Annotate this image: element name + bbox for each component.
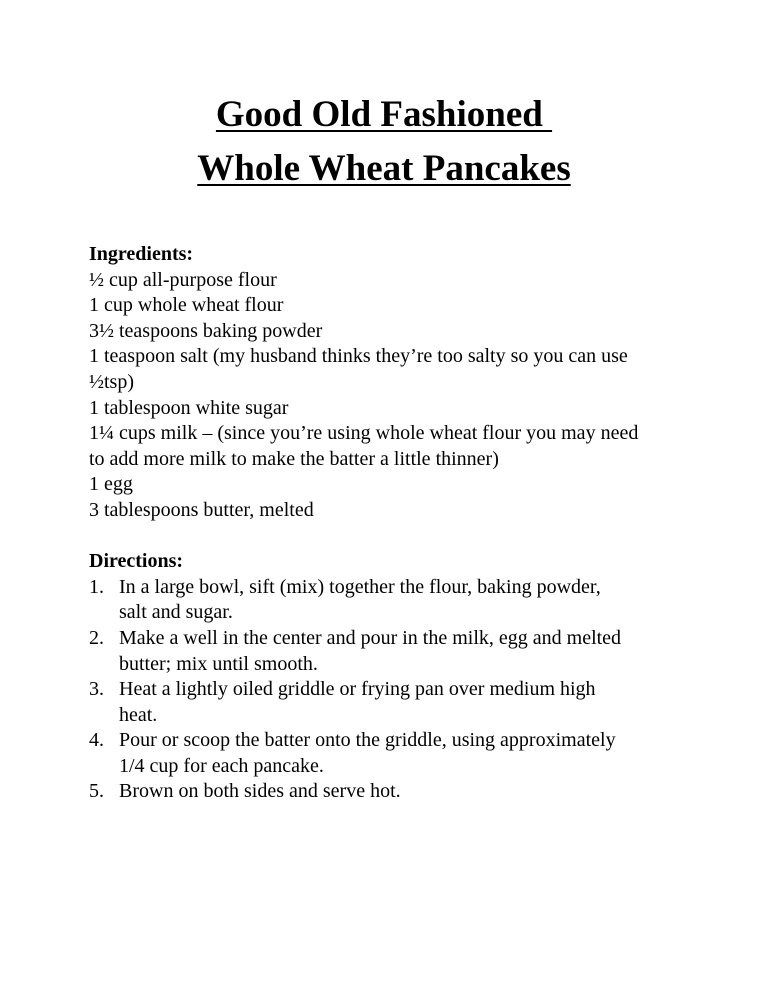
step-line: butter; mix until smooth.: [119, 652, 318, 675]
step-number: 2.: [89, 626, 104, 649]
section-spacer: [89, 524, 709, 550]
ingredients-heading: Ingredients:: [89, 243, 194, 265]
ingredient-list: [89, 268, 709, 524]
step-line: Pour or scoop the batter onto the griddle, using approximately: [119, 729, 616, 752]
recipe-body: [89, 242, 709, 805]
direction-step: [89, 728, 709, 779]
step-line: 1/4 cup for each pancake.: [119, 754, 324, 777]
ingredient-item: 1 tablespoon white sugar: [89, 396, 289, 419]
ingredient-line: ½tsp): [89, 370, 134, 393]
ingredient-item: ½ cup all-purpose flour: [89, 268, 277, 291]
direction-step: [89, 677, 709, 728]
step-line: heat.: [119, 703, 158, 726]
title-line-1: Good Old Fashioned: [215, 94, 553, 135]
ingredient-line: 1¼ cups milk – (since you’re using whole wheat flour you may need: [89, 422, 639, 445]
directions-heading: Directions:: [89, 550, 184, 573]
step-number: 3.: [89, 678, 104, 701]
step-line: Make a well in the center and pour in the milk, egg and melted: [119, 626, 622, 649]
direction-list: [89, 575, 709, 805]
ingredient-item: 3 tablespoons butter, melted: [89, 498, 314, 521]
direction-step: [89, 575, 709, 626]
step-number: 5.: [89, 780, 104, 803]
ingredient-item: 1 egg: [89, 473, 133, 496]
ingredient-item: 3½ teaspoons baking powder: [89, 319, 323, 342]
direction-step: [89, 779, 709, 805]
step-line: salt and sugar.: [119, 601, 233, 624]
ingredient-item: 1 cup whole wheat flour: [89, 294, 284, 317]
ingredient-item: [89, 344, 709, 395]
step-number: 1.: [89, 575, 104, 598]
title-line-2: Whole Wheat Pancakes: [197, 148, 571, 189]
ingredient-line: 1 teaspoon salt (my husband thinks they’re too salty so you can use: [89, 345, 628, 368]
step-line: Brown on both sides and serve hot.: [119, 780, 401, 803]
ingredient-item: [89, 421, 709, 472]
step-number: 4.: [89, 729, 104, 752]
step-line: In a large bowl, sift (mix) together the flour, baking powder,: [119, 575, 601, 598]
step-line: Heat a lightly oiled griddle or frying pan over medium high: [119, 678, 596, 701]
direction-step: [89, 626, 709, 677]
recipe-title: [0, 88, 768, 196]
ingredient-line: to add more milk to make the batter a little thinner): [89, 447, 499, 470]
